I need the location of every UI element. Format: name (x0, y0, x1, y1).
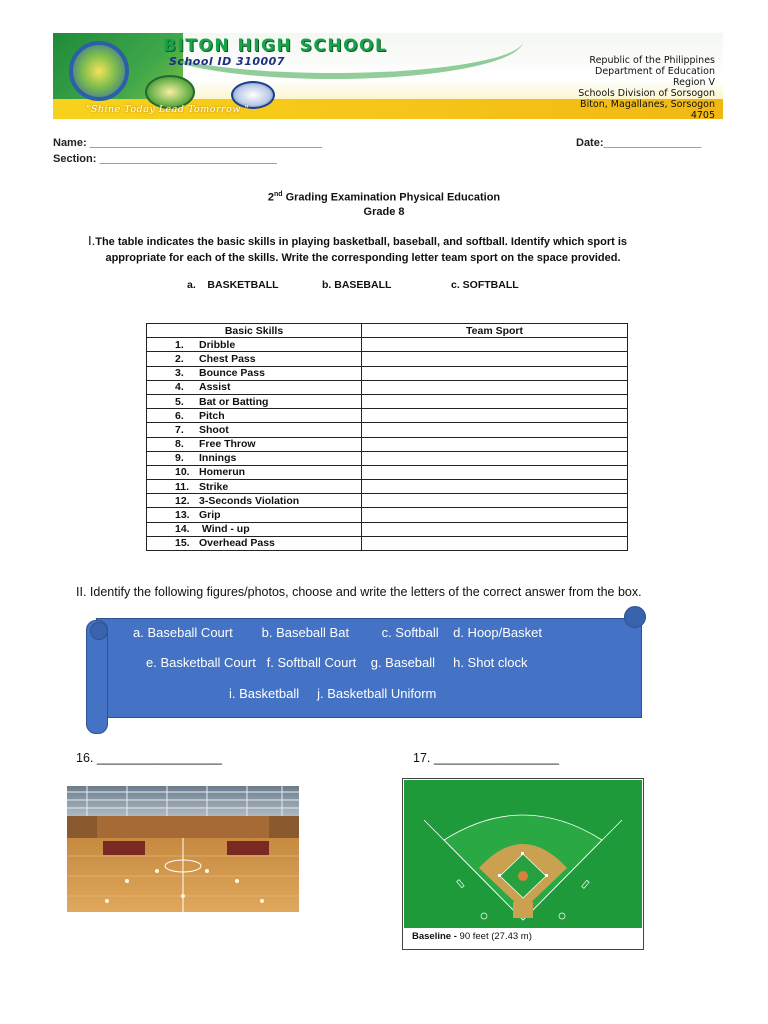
table-row (147, 437, 628, 451)
table-row (147, 366, 628, 380)
school-id: School ID 310007 (169, 55, 285, 68)
table-row (147, 494, 628, 508)
skill-name: Wind - up (199, 523, 250, 536)
skill-number: 14. (175, 523, 190, 536)
skill-number: 6. (175, 409, 184, 422)
team-sport-answer-cell[interactable] (362, 394, 628, 408)
exam-grade: Grade 8 (363, 206, 405, 218)
skill-cell (147, 536, 362, 550)
part1-numeral: I. (88, 233, 96, 248)
skill-number: 11. (175, 480, 190, 493)
team-sport-answer-cell[interactable] (362, 437, 628, 451)
section-field[interactable]: Section: _____________________________ (53, 153, 277, 165)
skills-table-body (147, 338, 628, 551)
team-sport-answer-cell[interactable] (362, 352, 628, 366)
skill-name: Innings (199, 452, 237, 465)
skill-number: 3. (175, 367, 184, 380)
skill-name: Free Throw (199, 438, 256, 451)
basketball-court-photo (67, 786, 299, 912)
team-sport-answer-cell[interactable] (362, 536, 628, 550)
skill-number: 4. (175, 381, 184, 394)
deped-line: Department of Education (595, 66, 715, 77)
date-field[interactable]: Date:________________ (576, 137, 702, 149)
skill-number: 12. (175, 494, 190, 507)
skill-number: 10. (175, 466, 190, 479)
skill-number: 2. (175, 352, 184, 365)
table-row (147, 423, 628, 437)
team-sport-answer-cell[interactable] (362, 480, 628, 494)
part2-instructions: II. Identify the following figures/photos, choose and write the letters of the correct answer from the box. (76, 585, 642, 599)
field-green (404, 780, 642, 928)
school-header-banner (53, 33, 723, 119)
skill-number: 8. (175, 438, 184, 451)
team-sport-answer-cell[interactable] (362, 522, 628, 536)
part1-instruction-line1: The table indicates the basic skills in playing basketball, baseball, and softball. Identify which sport is (95, 236, 628, 248)
deped-address (578, 55, 715, 119)
skill-cell (147, 394, 362, 408)
name-field[interactable]: Name: ______________________________________ (53, 137, 323, 149)
team-sport-answer-cell[interactable] (362, 338, 628, 352)
exam-title (0, 191, 768, 204)
title-ordinal-suffix: nd (273, 191, 283, 198)
options-row-3: i. Basketball j. Basketball Uniform (229, 686, 437, 701)
table-row (147, 380, 628, 394)
field-caption (412, 931, 532, 942)
skill-name: Strike (199, 480, 229, 493)
skill-number: 15. (175, 537, 190, 550)
skill-cell (147, 522, 362, 536)
skill-name: Grip (199, 509, 221, 522)
team-sport-answer-cell[interactable] (362, 423, 628, 437)
table-row (147, 522, 628, 536)
school-motto: "Shine Today Lead Tomorrow " (86, 104, 250, 115)
table-row (147, 465, 628, 479)
team-sport-answer-cell[interactable] (362, 508, 628, 522)
skill-cell (147, 465, 362, 479)
table-row (147, 480, 628, 494)
skill-cell (147, 380, 362, 394)
table-row (147, 352, 628, 366)
skill-name: 3-Seconds Violation (199, 494, 300, 507)
part1-instruction-line2: appropriate for each of the skills. Write the corresponding letter team sport on the space provided. (105, 252, 621, 264)
team-sport-answer-cell[interactable] (362, 465, 628, 479)
field-caption-value: 90 feet (27.43 m) (459, 931, 532, 942)
deped-line: Schools Division of Sorsogon (578, 88, 715, 99)
skill-name: Chest Pass (199, 352, 256, 365)
skill-name: Homerun (199, 466, 246, 479)
table-row (147, 338, 628, 352)
team-sport-answer-cell[interactable] (362, 451, 628, 465)
skill-number: 7. (175, 423, 184, 436)
skill-name: Bounce Pass (199, 367, 265, 380)
choice-softball: c. SOFTBALL (451, 279, 519, 291)
deped-line: 4705 (690, 110, 715, 119)
options-row-1: a. Baseball Court b. Baseball Bat c. Softball d. Hoop/Basket (133, 625, 542, 640)
team-sport-answer-cell[interactable] (362, 366, 628, 380)
answer-choices-scroll (86, 606, 646, 732)
school-seal-logo (69, 41, 129, 101)
question-16-blank[interactable]: 16. __________________ (76, 751, 222, 765)
skill-name: Shoot (199, 423, 229, 436)
choice-baseball: b. BASEBALL (322, 279, 392, 291)
field-illustration (404, 780, 642, 928)
skill-cell (147, 352, 362, 366)
header-team-sport: Team Sport (362, 324, 628, 338)
table-row (147, 508, 628, 522)
baseball-field-diagram (402, 778, 644, 950)
skill-name: Dribble (199, 338, 236, 351)
deped-line: Region V (672, 77, 715, 88)
question-17-blank[interactable]: 17. __________________ (413, 751, 559, 765)
skill-name: Bat or Batting (199, 395, 269, 408)
skill-cell (147, 437, 362, 451)
header-basic-skills: Basic Skills (147, 324, 362, 338)
choice-basketball: a. BASKETBALL (187, 279, 279, 291)
skill-name: Assist (199, 381, 231, 394)
skill-cell (147, 508, 362, 522)
skill-cell (147, 423, 362, 437)
field-caption-label: Baseline - (412, 931, 460, 942)
deped-line: Biton, Magallanes, Sorsogon (580, 99, 715, 110)
skill-cell (147, 494, 362, 508)
skill-cell (147, 451, 362, 465)
table-row (147, 451, 628, 465)
skill-cell (147, 366, 362, 380)
table-row (147, 536, 628, 550)
skill-number: 5. (175, 395, 184, 408)
school-name: BITON HIGH SCHOOL (163, 36, 388, 56)
skills-table (146, 323, 628, 551)
skill-name: Pitch (199, 409, 225, 422)
skill-number: 1. (175, 338, 184, 351)
skill-cell (147, 409, 362, 423)
table-row (147, 409, 628, 423)
team-sport-answer-cell[interactable] (362, 409, 628, 423)
part1-instructions (88, 233, 668, 266)
team-sport-answer-cell[interactable] (362, 380, 628, 394)
title-ordinal: 2 (267, 191, 274, 204)
table-header-row (147, 324, 628, 338)
skill-number: 9. (175, 452, 184, 465)
skill-cell (147, 480, 362, 494)
basketball-court-illustration (67, 786, 299, 912)
options-row-2: e. Basketball Court f. Softball Court g. Baseball h. Shot clock (146, 655, 528, 670)
table-row (147, 394, 628, 408)
team-sport-answer-cell[interactable] (362, 494, 628, 508)
title-text: Grading Examination Physical Education (282, 191, 501, 204)
skill-name: Overhead Pass (199, 537, 275, 550)
deped-line: Republic of the Philippines (589, 55, 715, 66)
skill-cell (147, 338, 362, 352)
skill-number: 13. (175, 509, 190, 522)
